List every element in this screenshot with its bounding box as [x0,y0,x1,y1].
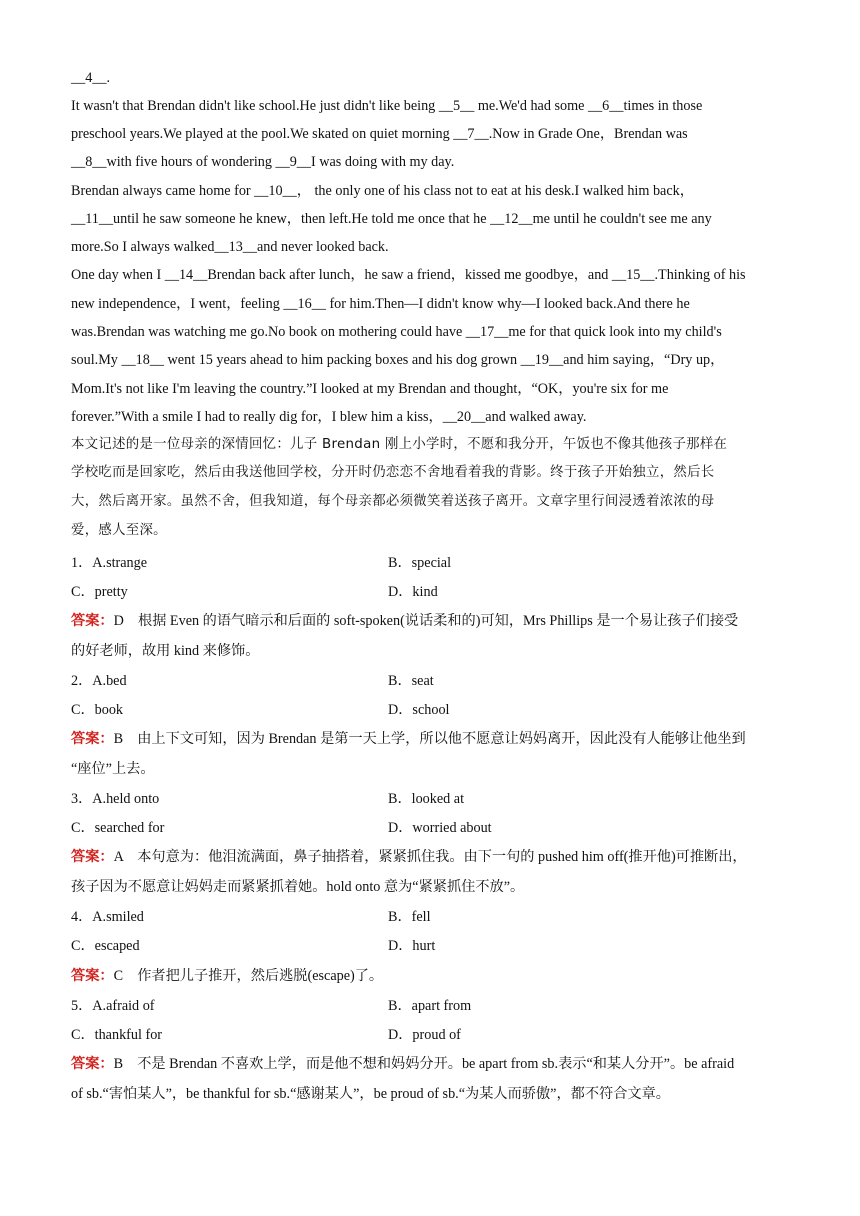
passage-line: __11__until he saw someone he knew，then left.He told me once that he __12__me until he couldn't see me any [71,211,712,227]
passage-line: more.So I always walked__13__and never looked back. [71,239,389,255]
option-a: 1．A.strange [71,555,148,571]
option-c: C．searched for [71,820,165,836]
answer-line [71,847,747,867]
answer-label: 答案： [71,968,114,984]
option-b: B．special [388,555,452,571]
option-a: 5．A.afraid of [71,998,155,1014]
option-a: 4．A.smiled [71,909,144,925]
option-d: D．proud of [388,1027,461,1043]
passage-line: One day when I __14__Brendan back after lunch，he saw a friend，kissed me goodbye，and __15__.Thinking of his [71,267,746,283]
answer-text: D 根据 Even 的语气暗示和后面的 soft-spoken(说话柔和的)可知，Mrs Phillips 是一个易让孩子们接受 [113,613,739,629]
option-b: B．fell [388,909,431,925]
answer-label: 答案： [71,613,114,629]
answer-line [71,729,746,749]
passage-line: preschool years.We played at the pool.We skated on quiet morning __7__.Now in Grade One，Brendan was [71,126,688,142]
summary-line: 爱，感人至深。 [71,523,167,538]
answer-text: A 本句意为：他泪流满面，鼻子抽搭着，紧紧抓住我。由下一句的 pushed him off(推开他)可推断出， [113,849,747,865]
passage-line: It wasn't that Brendan didn't like school.He just didn't like being __5__ me.We'd had some __6__times in those [71,98,703,114]
option-d: D．kind [388,584,438,600]
passage-line: __8__with five hours of wondering __9__I was doing with my day. [71,154,455,170]
passage-line: Mom.It's not like I'm leaving the country.”I looked at my Brendan and thought，“OK，you're six for me [71,381,669,397]
answer-line [71,611,738,631]
option-d: D．school [388,702,450,718]
option-b: B．apart from [388,998,472,1014]
option-c: C．pretty [71,584,128,600]
option-d: D．worried about [388,820,492,836]
option-c: C．thankful for [71,1027,163,1043]
answer-line: of sb.“害怕某人”，be thankful for sb.“感谢某人”，be proud of sb.“为某人而骄傲”，都不符合文章。 [71,1086,670,1102]
answer-label: 答案： [71,849,114,865]
answer-line [71,966,383,986]
answer-label: 答案： [71,731,114,747]
answer-text: C 作者把儿子推开，然后逃脱(escape)了。 [113,968,384,984]
passage-line: soul.My __18__ went 15 years ahead to him packing boxes and his dog grown __19__and him saying，“Dry up， [71,352,725,368]
option-d: D．hurt [388,938,436,954]
answer-text: B 由上下文可知，因为 Brendan 是第一天上学，所以他不愿意让妈妈离开，因此没有人能够让他坐到 [113,731,746,747]
option-c: C．escaped [71,938,140,954]
answer-line: 孩子因为不愿意让妈妈走而紧紧抓着她。hold onto 意为“紧紧抓住不放”。 [71,879,525,895]
passage-line: new independence，I went，feeling __16__ for him.Then—I didn't know why—I looked back.And there he [71,296,690,312]
option-b: B．seat [388,673,434,689]
option-a: 3．A.held onto [71,791,160,807]
option-c: C．book [71,702,124,718]
option-a: 2．A.bed [71,673,127,689]
passage-line: was.Brendan was watching me go.No book on mothering could have __17__me for that quick look into my child's [71,324,722,340]
answer-line: 的好老师，故用 kind 来修饰。 [71,643,260,659]
answer-line: “座位”上去。 [71,761,155,777]
answer-text: B 不是 Brendan 不喜欢上学，而是他不想和妈妈分开。be apart from sb.表示“和某人分开”。be afraid [113,1056,735,1072]
answer-line [71,1054,734,1074]
passage-line: __4__. [71,70,111,86]
summary-line: 本文记述的是一位母亲的深情回忆：儿子 Brendan 刚上小学时，不愿和我分开，午饭也不像其他孩子那样在 [71,437,728,452]
answer-label: 答案： [71,1056,114,1072]
summary-line: 学校吃而是回家吃，然后由我送他回学校，分开时仍恋恋不舍地看着我的背影。终于孩子开始独立，然后长 [71,465,715,480]
summary-line: 大，然后离开家。虽然不舍，但我知道，每个母亲都必须微笑着送孩子离开。文章字里行间浸透着浓浓的母 [71,494,715,509]
option-b: B．looked at [388,791,465,807]
passage-line: forever.”With a smile I had to really dig for，I blew him a kiss，__20__and walked away. [71,409,587,425]
passage-line: Brendan always came home for __10__， the only one of his class not to eat at his desk.I walked him back， [71,183,694,199]
